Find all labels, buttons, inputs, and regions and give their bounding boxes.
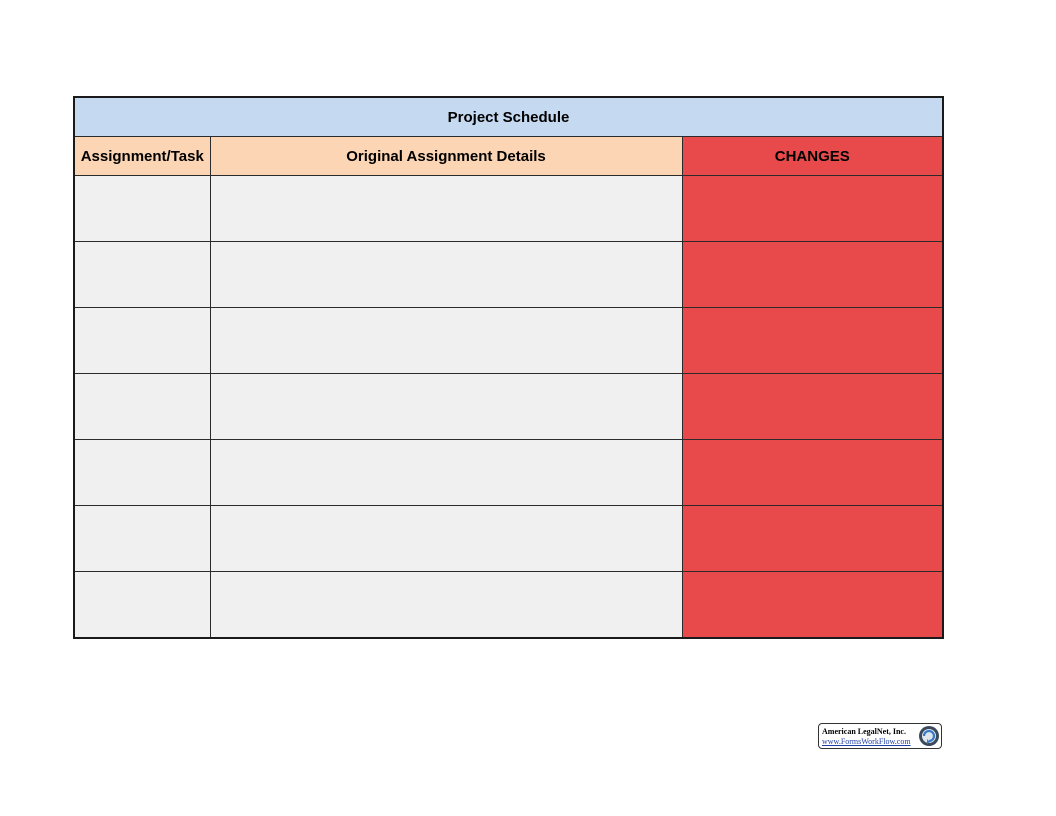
- table-row: [74, 440, 943, 506]
- table-row: [74, 506, 943, 572]
- table-row: [74, 242, 943, 308]
- header-assignment-task: Assignment/Task: [74, 137, 210, 176]
- table-row: [74, 572, 943, 639]
- details-cell[interactable]: [210, 242, 682, 308]
- changes-cell[interactable]: [682, 308, 943, 374]
- table-title: Project Schedule: [74, 97, 943, 137]
- changes-cell[interactable]: [682, 572, 943, 639]
- changes-cell[interactable]: [682, 242, 943, 308]
- changes-cell[interactable]: [682, 374, 943, 440]
- header-changes: CHANGES: [682, 137, 943, 176]
- details-cell[interactable]: [210, 374, 682, 440]
- details-cell[interactable]: [210, 572, 682, 639]
- table-row: [74, 308, 943, 374]
- logo-website-link[interactable]: www.FormsWorkFlow.com: [822, 737, 911, 746]
- table-row: [74, 374, 943, 440]
- project-schedule-table: [73, 96, 944, 639]
- assignment-cell[interactable]: [74, 176, 210, 242]
- header-original-assignment-details: Original Assignment Details: [210, 137, 682, 176]
- assignment-cell[interactable]: [74, 374, 210, 440]
- american-legalnet-logo[interactable]: [818, 723, 942, 749]
- details-cell[interactable]: [210, 506, 682, 572]
- details-cell[interactable]: [210, 308, 682, 374]
- assignment-cell[interactable]: [74, 440, 210, 506]
- assignment-cell[interactable]: [74, 506, 210, 572]
- assignment-cell[interactable]: [74, 308, 210, 374]
- details-cell[interactable]: [210, 440, 682, 506]
- changes-cell[interactable]: [682, 440, 943, 506]
- globe-arrow-icon: [918, 725, 940, 747]
- assignment-cell[interactable]: [74, 572, 210, 639]
- changes-cell[interactable]: [682, 176, 943, 242]
- table-row: [74, 176, 943, 242]
- changes-cell[interactable]: [682, 506, 943, 572]
- assignment-cell[interactable]: [74, 242, 210, 308]
- details-cell[interactable]: [210, 176, 682, 242]
- logo-company-name: American LegalNet, Inc.: [822, 727, 906, 736]
